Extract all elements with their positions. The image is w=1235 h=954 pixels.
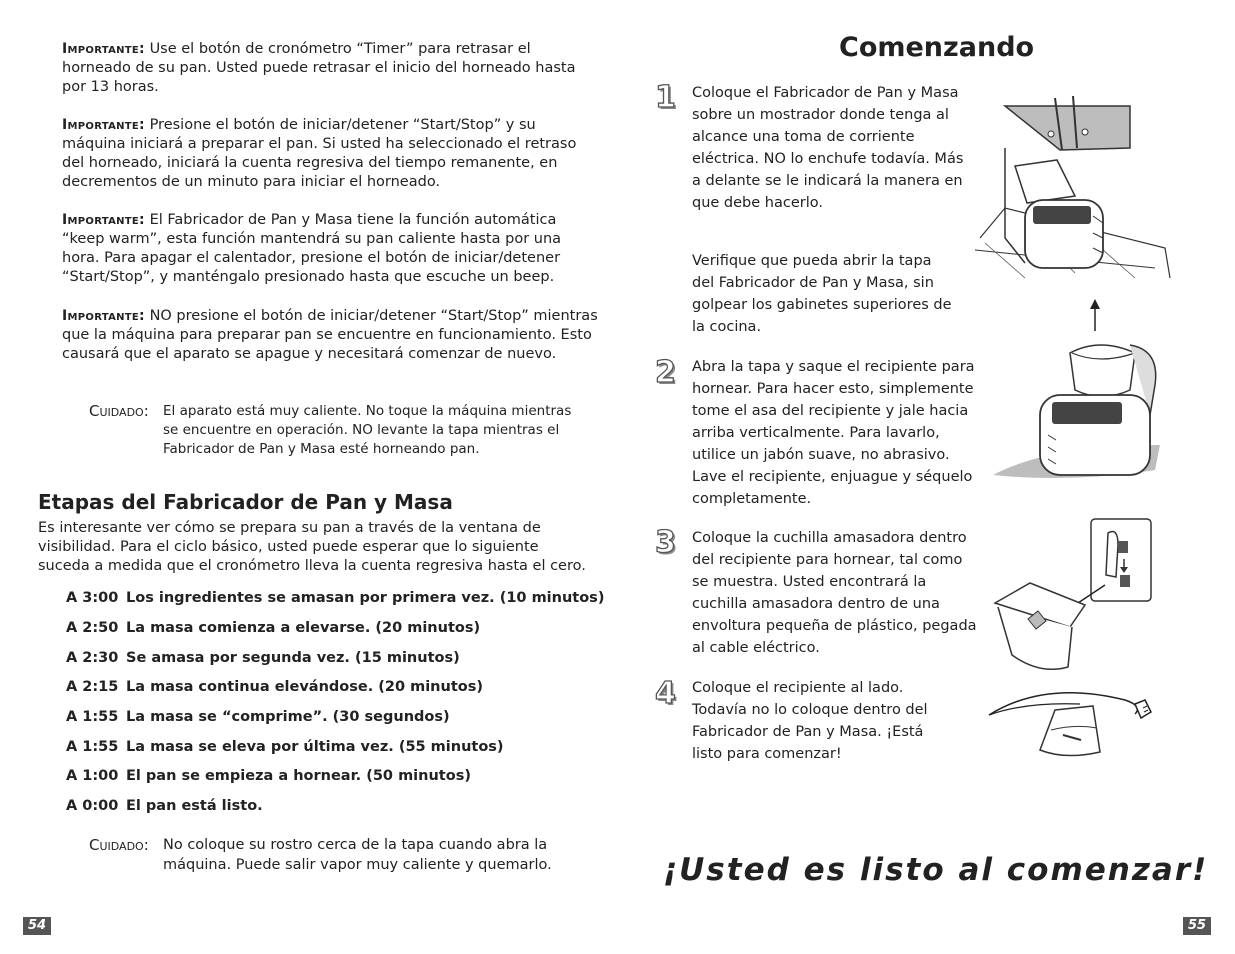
stage-time: A 2:30 [66,650,119,666]
note-text: NO presione el botón de iniciar/detener “Start/Stop” mientras que la máquina para preparar pan se encuentre en funcionamiento. Esto causará que el aparato se apague y necesitará comenzar de nuevo. [62,308,598,362]
kneading-blade-illustration [990,515,1155,680]
page-number-right: 55 [1183,917,1211,935]
stage-text: Los ingredientes se amasan por primera vez. (10 minutos) [126,590,605,606]
stage-text: La masa se “comprime”. (30 segundos) [126,709,450,725]
step-number-2: 2 [655,355,676,390]
stage-row [66,679,483,695]
stage-text: Se amasa por segunda vez. (15 minutos) [126,650,460,666]
step-text-1b: Verifique que pueda abrir la tapa del Fabricador de Pan y Masa, sin golpear los gabinetes superiores de la cocina. [692,253,952,335]
caution-text: El aparato está muy caliente. No toque la máquina mientras se encuentre en operación. NO levante la tapa mientras el Fabricador de Pan y Masa esté horneando pan. [163,403,572,457]
note-label: Importante: [62,117,145,133]
stage-text: La masa se eleva por última vez. (55 minutos) [126,739,504,755]
page-heading: Comenzando [839,32,1035,63]
stage-row [66,768,471,784]
caution-label: Cuidado: [89,836,149,854]
caution-label: Cuidado: [89,402,149,420]
section-title: Etapas del Fabricador de Pan y Masa [38,490,453,514]
stage-time: A 1:55 [66,739,119,755]
lift-pan-illustration [990,295,1165,490]
stage-time: A 2:50 [66,620,119,636]
stage-time: A 2:15 [66,679,119,695]
stage-time: A 1:00 [66,768,119,784]
step-number-3: 3 [655,525,676,560]
bread-maker-counter-illustration [965,88,1180,288]
stage-text: La masa comienza a elevarse. (20 minutos) [126,620,481,636]
caution-block-2 [89,835,589,877]
note-important-1 [62,40,602,97]
caution-text: No coloque su rostro cerca de la tapa cuando abra la máquina. Puede salir vapor muy caliente y quemarlo. [163,837,552,873]
stage-text: El pan se empieza a hornear. (50 minutos) [126,768,471,784]
step-number-4: 4 [655,676,676,711]
stage-time: A 1:55 [66,709,119,725]
stage-text: La masa continua elevándose. (20 minutos) [126,679,483,695]
stage-row [66,650,460,666]
stage-row [66,739,504,755]
note-label: Importante: [62,41,145,57]
caution-block-1 [89,402,589,462]
note-important-3 [62,211,602,287]
page-number-left: 54 [23,917,51,935]
note-label: Importante: [62,212,145,228]
pan-cord-illustration [985,680,1160,765]
step-text-3: Coloque la cuchilla amasadora dentro del recipiente para hornear, tal como se muestra. Usted encontrará la cuchilla amasadora dentro de una envoltura pequeña de plástico, pegada al cable eléctrico. [692,530,977,656]
stage-time: A 0:00 [66,798,119,814]
stage-row [66,590,604,606]
stage-time: A 3:00 [66,590,119,606]
step-number-1: 1 [655,80,676,115]
note-important-2 [62,116,602,192]
step-text-2: Abra la tapa y saque el recipiente para hornear. Para hacer esto, simplemente tome el asa del recipiente y jale hacia arriba verticalmente. Para lavarlo, utilice un jabón suave, no abrasivo. Lave el recipiente, enjuague y séquelo completamente. [692,359,975,507]
step-text-1: Coloque el Fabricador de Pan y Masa sobre un mostrador donde tenga al alcance una toma de corriente eléctrica. NO lo enchufe todavía. Más a delante se le indicará la manera en que debe hacerlo. [692,85,964,211]
stage-text: El pan está listo. [126,798,263,814]
stage-row [66,620,480,636]
note-important-4 [62,307,602,364]
stage-row [66,798,263,814]
banner-ready: ¡Usted es listo al comenzar! [663,852,1209,888]
note-text: El Fabricador de Pan y Masa tiene la función automática “keep warm”, esta función mantendrá su pan caliente hasta por una hora. Para apagar el calentador, presione el botón de iniciar/detener “Start/Stop”, y manténgalo presionado hasta que escuche un beep. [62,212,562,285]
stage-row [66,709,450,725]
note-text: Use el botón de cronómetro “Timer” para retrasar el horneado de su pan. Usted puede retrasar el inicio del horneado hasta por 13 horas. [62,41,576,95]
step-text-4: Coloque el recipiente al lado. Todavía no lo coloque dentro del Fabricador de Pan y Masa. ¡Está listo para comenzar! [692,680,928,762]
section-intro: Es interesante ver cómo se prepara su pan a través de la ventana de visibilidad. Para el ciclo básico, usted puede esperar que lo siguiente suceda a medida que el cronómetro lleva la cuenta regresiva hasta el cero. [38,520,586,574]
note-text: Presione el botón de iniciar/detener “Start/Stop” y su máquina iniciará a preparar el pan. Si usted ha seleccionado el retraso del horneado, iniciará la cuenta regresiva del tiempo remanente, en decrementos de un minuto para iniciar el horneado. [62,117,577,190]
note-label: Importante: [62,308,145,324]
